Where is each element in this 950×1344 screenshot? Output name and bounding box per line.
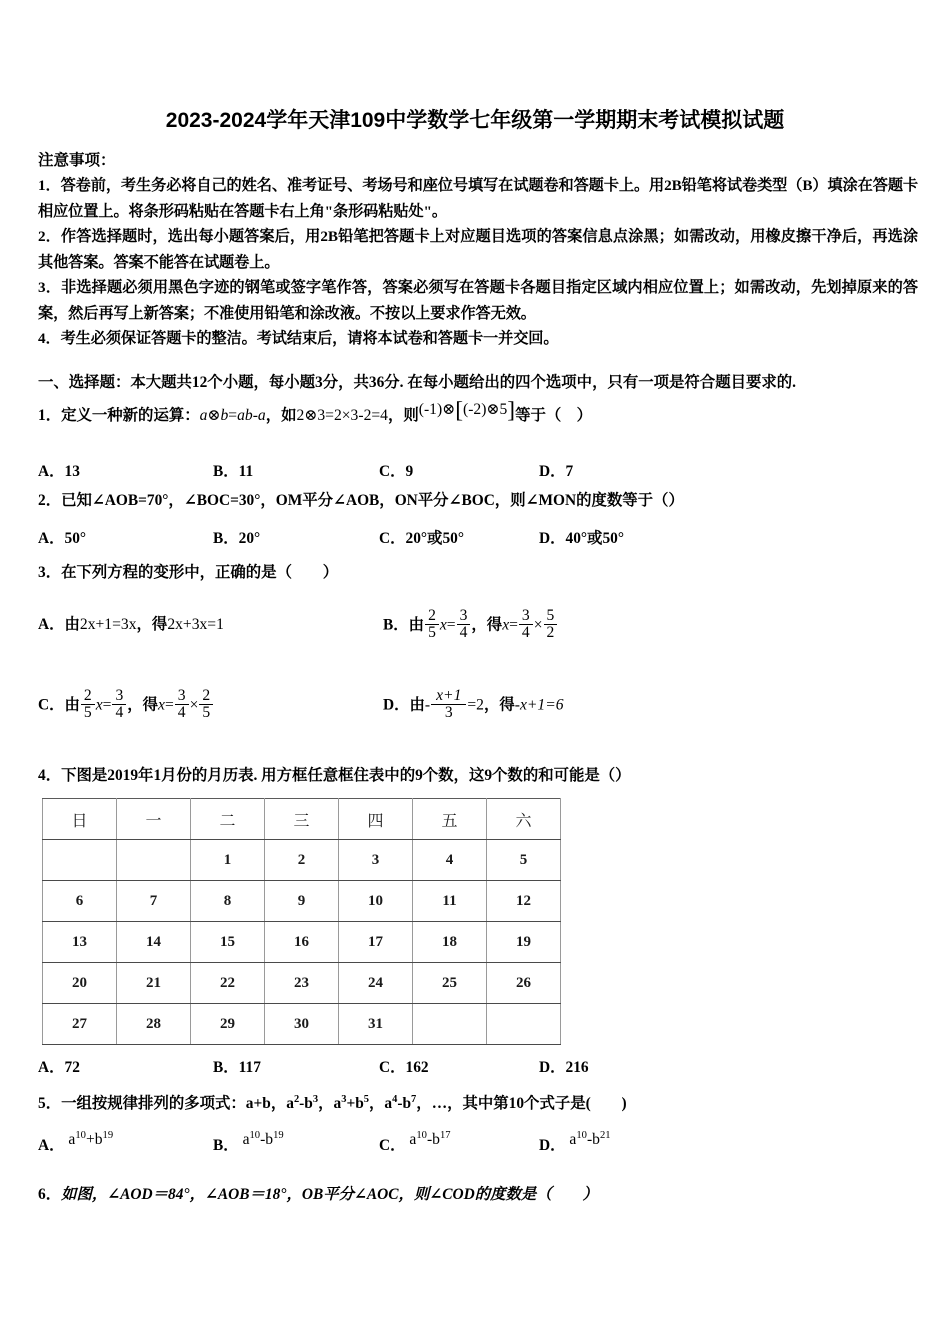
q4-option-c-text: 162 (405, 1059, 429, 1076)
q1-bracket-open: [ (455, 397, 464, 424)
page-title: 2023-2024学年天津109中学数学七年级第一学期期末考试模拟试题 (165, 109, 785, 132)
q3b-lhs-num: 2 (428, 607, 436, 624)
q5-sep-1: ， (270, 1095, 287, 1112)
q5a-sup1: 10 (75, 1129, 86, 1141)
q5-option-a-label: A． (38, 1137, 65, 1154)
q3-option-a-label: A． (38, 616, 65, 633)
question-1-options (38, 459, 928, 481)
q1-number: 1． (38, 407, 62, 424)
q1-def-minus: - (252, 407, 258, 424)
q3-option-c-rhs-frac (112, 688, 126, 721)
q5-option-c-expr (406, 1131, 451, 1148)
q1-expr-b: (-2) (463, 401, 487, 418)
q6-number: 6． (38, 1186, 62, 1203)
calendar-header-mon: 一 (117, 799, 191, 840)
calendar-cell: 26 (487, 963, 561, 1004)
q2-option-c-label: C． (379, 530, 406, 547)
q5-option-d[interactable] (539, 1129, 611, 1155)
q3-option-b-by: 由 (408, 616, 425, 634)
question-4 (38, 764, 928, 788)
q5-option-d-label: D． (539, 1137, 566, 1154)
q1-ex-eq2: = (371, 407, 381, 424)
q5a-sup2: 19 (102, 1129, 114, 1141)
q3-option-b-var: x (439, 616, 447, 634)
q1-def-op: ⊗ (207, 407, 221, 424)
calendar-week-row (43, 922, 561, 963)
calendar-header-row (43, 799, 561, 840)
q3-option-c-eq: = (102, 696, 112, 714)
q3-option-d-minus: - (424, 696, 431, 714)
question-6-stem (38, 1186, 598, 1203)
q4-option-b-label: B． (213, 1059, 239, 1076)
q5-t3-base: a (333, 1095, 342, 1112)
q4-option-a[interactable] (38, 1055, 80, 1077)
calendar-cell: 5 (487, 840, 561, 881)
q6-text: 如图，∠AOD＝84°，∠AOB＝18°，OB平分∠AOC，则∠COD的度数是（ ） (61, 1186, 598, 1203)
q5b-base2: b (265, 1131, 274, 1148)
q3-option-b-lhs-frac (425, 608, 439, 641)
notice-item-2: 2．作答选择题时，选出每小题答案后，用2B铅笔把答题卡上对应题目选项的答案信息点涂黑；如需改动，用橡皮擦干净后，再选涂其他答案。答案不能答在试题卷上。 (38, 228, 918, 271)
q1-ex-op: ⊗ (304, 407, 318, 424)
calendar-cell: 6 (43, 881, 117, 922)
calendar-cell: 13 (43, 922, 117, 963)
calendar-cell: 28 (117, 1004, 191, 1045)
q3-option-b-r2-frac (544, 608, 558, 641)
q5-t2-sup2: 3 (312, 1093, 319, 1105)
q5b-sup1: 10 (249, 1129, 261, 1141)
calendar-cell: 3 (339, 840, 413, 881)
question-4-options (38, 1055, 928, 1077)
q5-term-3 (334, 1095, 370, 1112)
question-1-stem (38, 397, 593, 424)
q3-option-c-r2-frac (199, 688, 213, 721)
calendar-cell: 4 (413, 840, 487, 881)
q5-number: 5． (38, 1095, 62, 1112)
q3-option-b-times: × (533, 616, 543, 634)
question-2-stem (38, 492, 684, 509)
notice-block (38, 148, 918, 352)
calendar-cell: 2 (265, 840, 339, 881)
calendar-header-sun: 日 (43, 799, 117, 840)
q3b-r2-den: 2 (544, 624, 558, 642)
q3-option-c-lhs-frac (81, 688, 95, 721)
q3-option-c-var: x (95, 696, 103, 714)
q3-option-a-by: 由 (64, 616, 80, 633)
q3b-r1-num: 3 (521, 607, 530, 624)
q1-def-eq: = (228, 407, 238, 424)
q5b-sup2: 19 (273, 1129, 284, 1141)
q3-option-d-frac (431, 688, 466, 721)
q5-option-d-expr (566, 1131, 611, 1148)
q3-option-b-res-var: x (502, 616, 510, 634)
calendar-header-fri: 五 (413, 799, 487, 840)
q3b-rhs-num: 3 (459, 607, 468, 624)
q5-prefix: 一组按规律排列的多项式： (61, 1095, 246, 1112)
q3-option-b-get: 得 (486, 616, 503, 634)
q1-bracket-close: ] (507, 397, 516, 424)
q3-option-c-comma: ， (127, 696, 143, 714)
q2-number: 2． (38, 492, 62, 509)
q3-option-d-eq: =2 (467, 696, 484, 714)
q3c-r1-den: 4 (175, 704, 189, 722)
question-1 (38, 397, 928, 429)
q5a-base2: b (94, 1131, 103, 1148)
question-3-options-row2 (38, 687, 928, 732)
q1-def-rhs: ab (237, 407, 253, 424)
q5d-op: - (586, 1131, 593, 1148)
q4-option-a-label: A． (38, 1059, 65, 1076)
q3c-r2-den: 5 (199, 704, 213, 722)
q3c-r1-num: 3 (177, 687, 186, 704)
notice-heading: 注意事项： (38, 152, 116, 169)
calendar-cell: 23 (265, 963, 339, 1004)
q4-option-d-label: D． (539, 1059, 566, 1076)
calendar-week-row (43, 840, 561, 881)
q5d-sup1: 10 (576, 1129, 587, 1141)
q1-option-d-label: D． (539, 463, 566, 480)
calendar-cell: 15 (191, 922, 265, 963)
q1-then-label: 则 (403, 407, 419, 424)
q1-def-tail: a (257, 407, 266, 424)
q4-option-a-text: 72 (64, 1059, 80, 1076)
q2-option-a[interactable] (38, 526, 86, 548)
q3-option-c-get: 得 (142, 696, 159, 714)
q4-option-d-text: 216 (565, 1059, 589, 1076)
q2-option-b-label: B． (213, 530, 239, 547)
q4-option-c[interactable] (379, 1055, 429, 1077)
question-4-stem (38, 767, 631, 784)
q1-expr-op2: ⊗ (486, 401, 500, 418)
q3-text: 在下列方程的变形中，正确的是（ ） (61, 564, 339, 581)
calendar-week-row (43, 1004, 561, 1045)
q5-sep-2: ， (318, 1095, 334, 1112)
calendar-cell: 10 (339, 881, 413, 922)
q4-option-b[interactable] (213, 1055, 261, 1077)
calendar-cell: 11 (413, 881, 487, 922)
calendar-cell: 30 (265, 1004, 339, 1045)
notice-item-1: 1．答卷前，考生务必将自己的姓名、准考证号、考场号和座位号填写在试题卷和答题卡上。用2B铅笔将试卷类型（B）填涂在答题卡相应位置上。将条形码粘贴在答题卡右上角"条形码粘贴处"。 (38, 177, 918, 220)
q1-option-a-text: 13 (64, 463, 80, 480)
q3-option-d-result: -x+1=6 (514, 696, 564, 714)
q2-text: 已知∠AOB=70°，∠BOC=30°，OM平分∠AOB，ON平分∠BOC，则∠MON的度数等于（） (61, 492, 684, 509)
q5c-op: - (426, 1131, 433, 1148)
q5-option-c-label: C． (379, 1137, 406, 1154)
question-5-stem (38, 1095, 627, 1112)
q5-t4-sup: 4 (392, 1093, 398, 1105)
question-3-stem (38, 564, 338, 581)
q3-option-b-label: B． (383, 616, 409, 634)
q5b-base1: a (242, 1131, 250, 1148)
q3-option-d-label: D． (383, 696, 410, 714)
q1-ex-prod: 2×3 (333, 407, 359, 424)
calendar-cell: 20 (43, 963, 117, 1004)
calendar-cell: 19 (487, 922, 561, 963)
q3-number: 3． (38, 564, 62, 581)
calendar-cell: 21 (117, 963, 191, 1004)
q5-t2-mid: -b (299, 1095, 313, 1112)
calendar-table-wrapper (42, 798, 561, 1045)
q3-option-c-res-var: x (158, 696, 165, 714)
q3b-lhs-den: 5 (425, 624, 439, 642)
calendar-cell: 29 (191, 1004, 265, 1045)
calendar-table (42, 798, 561, 1045)
q1-expr-a: (-1) (418, 401, 443, 418)
calendar-header-sat: 六 (487, 799, 561, 840)
question-2-options (38, 526, 928, 548)
q1-option-b-text: 11 (238, 463, 254, 480)
q2-option-c[interactable] (379, 526, 464, 548)
calendar-cell (413, 1004, 487, 1045)
calendar-cell: 24 (339, 963, 413, 1004)
q2-option-a-text: 50° (64, 530, 87, 547)
q3-option-b[interactable] (383, 608, 558, 641)
q3d-den: 3 (431, 704, 466, 722)
q1-ex-minus: - (358, 407, 364, 424)
q1-ex2: 3 (317, 407, 326, 424)
q5-option-c[interactable] (379, 1129, 451, 1155)
q1-def-a: a (199, 407, 208, 424)
q1-option-d[interactable] (539, 459, 573, 481)
q1-option-b[interactable] (213, 459, 253, 481)
q3-option-b-res-eq: = (509, 616, 518, 634)
calendar-header-tue: 二 (191, 799, 265, 840)
q3d-num: x+1 (436, 687, 462, 704)
q5c-base2: b (432, 1131, 440, 1148)
q5-t4-mid: -b (397, 1095, 412, 1112)
q3-option-a[interactable] (38, 612, 224, 634)
q5b-op: - (260, 1131, 266, 1148)
q3-option-d-get: 得 (499, 696, 515, 714)
calendar-week-row (43, 881, 561, 922)
calendar-cell: 16 (265, 922, 339, 963)
q5c-sup1: 10 (416, 1129, 427, 1141)
q1-def-b: b (220, 407, 229, 424)
q5-suffix: 其中第10个式子是( ) (462, 1095, 627, 1112)
q4-option-b-text: 117 (238, 1059, 261, 1076)
q3-option-d-by: 由 (409, 696, 425, 714)
calendar-cell: 22 (191, 963, 265, 1004)
q4-number: 4． (38, 767, 62, 784)
question-3-options-row1 (38, 607, 928, 652)
q1-ex-eq: = (325, 407, 334, 424)
q1-equals-label: 等于（ ） (515, 407, 593, 424)
q3-option-d-comma: ， (483, 696, 500, 714)
q3-option-c-by: 由 (64, 696, 80, 714)
q5-term-2 (286, 1095, 318, 1112)
q5-t2-sup: 2 (293, 1093, 300, 1105)
q3c-rhs-den: 4 (112, 704, 126, 722)
question-3 (38, 561, 928, 585)
q2-option-c-text: 20°或50° (405, 530, 464, 547)
q3-option-c-label: C． (38, 696, 65, 714)
q1-comma: ， (265, 407, 282, 424)
question-5 (38, 1092, 928, 1116)
calendar-cell: 7 (117, 881, 191, 922)
q5d-sup2: 21 (599, 1129, 611, 1141)
question-6 (38, 1183, 928, 1207)
q2-option-b-text: 20° (238, 530, 261, 547)
section-heading-choice: 一、选择题：本大题共12个小题，每小题3分，共36分. 在每小题给出的四个选项中，只有一项是符合题目要求的. (38, 374, 796, 391)
q1-option-c[interactable] (379, 459, 413, 481)
q3-option-b-comma: ， (471, 616, 487, 634)
q1-ex-res: 4 (380, 407, 388, 424)
q5-sep-3: ， (369, 1095, 385, 1112)
q5d-base1: a (569, 1131, 577, 1148)
q3b-r2-num: 5 (546, 607, 555, 624)
q5-option-b-expr (239, 1131, 284, 1148)
q1-ex-two: 2 (363, 407, 372, 424)
q3c-r2-num: 2 (202, 687, 211, 704)
q5-sep-4: ， (416, 1095, 432, 1112)
q3-option-a-eq1: 2x+1=3x (79, 616, 137, 633)
q3-option-b-r1-frac (519, 608, 533, 641)
q5-option-a[interactable] (38, 1129, 114, 1155)
q1-example-label: 如 (281, 407, 297, 424)
q5-option-b-label: B． (213, 1137, 239, 1154)
question-2 (38, 489, 928, 513)
q5d-base2: b (592, 1131, 600, 1148)
calendar-cell: 8 (191, 881, 265, 922)
calendar-cell: 31 (339, 1004, 413, 1045)
q1-ex1: 2 (296, 407, 305, 424)
q5-t2-base: a (286, 1095, 294, 1112)
calendar-header-wed: 三 (265, 799, 339, 840)
calendar-cell (117, 840, 191, 881)
q3-option-a-comma: ， (136, 616, 152, 633)
calendar-cell: 9 (265, 881, 339, 922)
q1-option-a-label: A． (38, 463, 65, 480)
q5-option-b[interactable] (213, 1129, 284, 1155)
q1-prefix: 定义一种新的运算： (61, 407, 200, 424)
question-5-options (38, 1129, 928, 1159)
calendar-cell: 18 (413, 922, 487, 963)
q5-ellipsis: …， (431, 1095, 463, 1112)
calendar-cell (43, 840, 117, 881)
q2-option-d[interactable] (539, 526, 624, 548)
q1-comma-2: ， (387, 407, 404, 424)
q1-option-d-text: 7 (565, 463, 574, 480)
q5-t3-mid: +b (346, 1095, 364, 1112)
q1-option-c-label: C． (379, 463, 406, 480)
q4-text: 下图是2019年1月份的月历表. 用方框任意框住表中的9个数，这9个数的和可能是（） (61, 767, 631, 784)
calendar-cell: 27 (43, 1004, 117, 1045)
q5-option-a-expr (65, 1131, 114, 1148)
q3b-rhs-den: 4 (457, 624, 471, 642)
q3-option-b-rhs-frac (457, 608, 471, 641)
q3-option-d[interactable] (383, 688, 564, 721)
q3-option-a-eq2: 2x+3x=1 (167, 616, 224, 633)
notice-item-3: 3．非选择题必须用黑色字迹的钢笔或签字笔作答，答案必须写在答题卡各题目指定区域内相应位置上；如需改动，先划掉原来的答案，然后再写上新答案；不准使用铅笔和涂改液。不按以上要求作答无效。 (38, 279, 918, 322)
q5c-base1: a (409, 1131, 417, 1148)
q5-t3-sup: 3 (341, 1093, 347, 1105)
q3c-rhs-num: 3 (115, 687, 124, 704)
calendar-cell: 14 (117, 922, 191, 963)
q3-option-a-get: 得 (151, 616, 168, 633)
q5a-base1: a (68, 1131, 76, 1148)
q3-option-c[interactable] (38, 688, 214, 721)
q3-option-b-eq: = (446, 616, 456, 634)
q5a-op: + (85, 1131, 95, 1148)
calendar-cell: 17 (339, 922, 413, 963)
q1-option-c-text: 9 (405, 463, 414, 480)
q3c-lhs-num: 2 (83, 687, 92, 704)
calendar-cell: 25 (413, 963, 487, 1004)
calendar-cell: 1 (191, 840, 265, 881)
q3-option-c-res-eq: = (164, 696, 174, 714)
q2-option-b[interactable] (213, 526, 260, 548)
q1-option-a[interactable] (38, 459, 80, 481)
q4-option-d[interactable] (539, 1055, 589, 1077)
q5-t4-sup2: 7 (411, 1093, 417, 1105)
calendar-week-row (43, 963, 561, 1004)
q5-t3-sup2: 5 (363, 1093, 370, 1105)
q1-expr-c: 5 (499, 401, 508, 418)
calendar-cell: 12 (487, 881, 561, 922)
q5-term-1: a+b (245, 1095, 271, 1112)
q5c-sup2: 17 (439, 1129, 451, 1141)
q3-option-c-r1-frac (175, 688, 189, 721)
calendar-header-thu: 四 (339, 799, 413, 840)
q1-expr-op1: ⊗ (442, 401, 456, 418)
q2-option-a-label: A． (38, 530, 65, 547)
q1-option-b-label: B． (213, 463, 239, 480)
q2-option-d-label: D． (539, 530, 566, 547)
q5-term-4 (384, 1095, 416, 1112)
calendar-cell (487, 1004, 561, 1045)
q3b-r1-den: 4 (519, 624, 533, 642)
q3-option-c-times: × (189, 696, 199, 714)
notice-item-4: 4．考生必须保证答题卡的整洁。考试结束后，请将本试卷和答题卡一并交回。 (38, 330, 559, 347)
q5-t4-base: a (384, 1095, 393, 1112)
q3c-lhs-den: 5 (81, 704, 95, 722)
q2-option-d-text: 40°或50° (565, 530, 624, 547)
q4-option-c-label: C． (379, 1059, 406, 1076)
